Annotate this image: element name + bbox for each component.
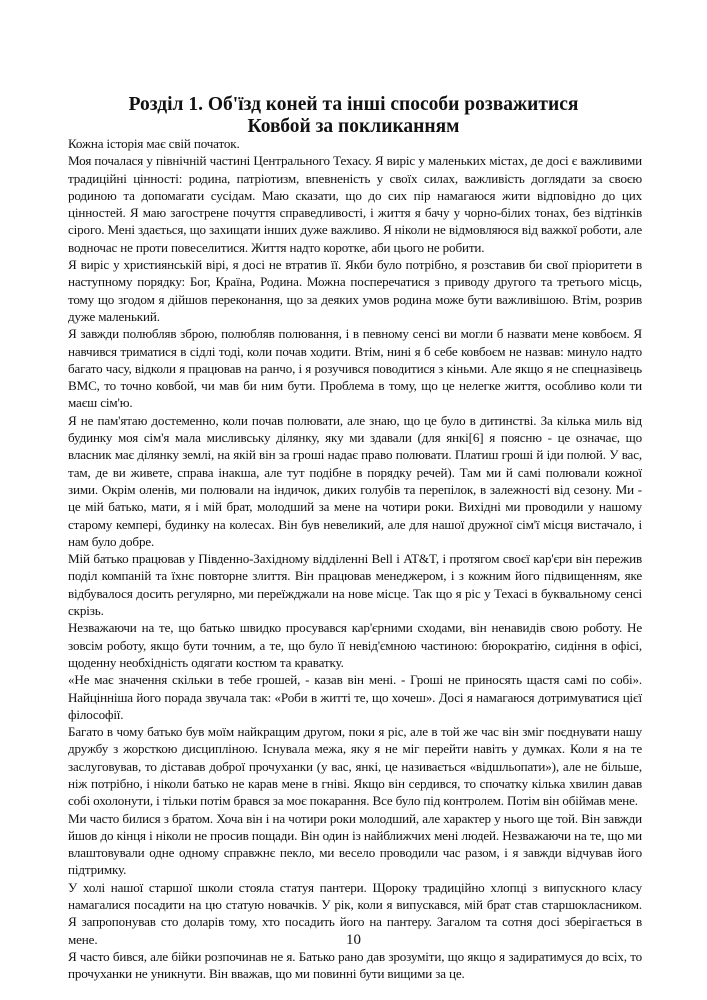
paragraph: Я часто бився, але бійки розпочинав не я. Батько рано дав зрозуміти, що якщо я задиратимуся до всіх, то прочуханки не уникнути. Він вважав, що ми повинні бути вищими за це. <box>68 948 642 982</box>
chapter-subtitle: Ковбой за покликанням <box>247 116 460 137</box>
paragraph: Я завжди полюбляв зброю, полюбляв полювання, і в певному сенсі ви могли б назвати мене ковбоєм. Я навчився триматися в сідлі тоді, коли почав ходити. Втім, нині я б себе ковбоєм не назвав: минуло надто багато часу, відколи я працював на ранчо, і я розучився поводитися з кіньми. Але якщо я не спецназівець ВМС, то точно ковбой, чи мав би ним бути. Проблема в тому, що це нелегке життя, особливо коли ти маєш сім'ю. <box>68 326 642 411</box>
paragraph: Я не пам'ятаю достеменно, коли почав полювати, але знаю, що це було в дитинстві. За кілька миль від будинку моя сім'я мала мисливську ділянку, яку ми здавали (для янкі[6] я поясню - це означає, що власник має ділянку землі, на якій він за гроші надає право полювати. Платиш гроші й іди полюй. У вас, там, де ви живете, справа інакша, але тут подібне в порядку речей). Там ми й самі полювали кожної зими. Окрім оленів, ми полювали на індичок, диких голубів та перепілок, в залежності від сезону. Ми - це мій батько, мати, я і мій брат, молодший за мене на чотири роки. Вихідні ми проводили у нашому старому кемпері, будинку на колесах. Він був невеликий, але для нашої дружної сім'ї місця вистачало, і нам було добре. <box>68 412 642 549</box>
chapter-title: Розділ 1. Об'їзд коней та інші способи розважитися <box>128 94 579 115</box>
paragraph: Кожна історія має свій початок. <box>68 136 240 151</box>
paragraph: «Не має значення скільки в тебе грошей, - казав він мені. - Гроші не приносять щастя самі по собі». Найцінніша його порада звучала так: «Роби в житті те, що хочеш». Досі я намагаюся дотримуватися цієї філософії. <box>68 672 642 722</box>
paragraph: Багато в чому батько був моїм найкращим другом, поки я ріс, але в той же час він зміг поєднувати нашу дружбу з жорсткою дисципліною. Існувала межа, яку я не міг перейти навіть у думках. Коли я на те заслуговував, то діставав доброї прочуханки (у вас, янкі, це називається «відшльопати»), але не більше, ніж потрібно, і ніколи батько не карав мене в гніві. Якщо він сердився, то спочатку кілька хвилин давав собі охолонути, і тільки потім брався за моє покарання. Все було під контролем. Потім він обіймав мене. <box>68 724 642 809</box>
paragraph: Я виріс у християнській вірі, я досі не втратив її. Якби було потрібно, я розставив би свої пріоритети в наступному порядку: Бог, Країна, Родина. Можна посперечатися з приводу другого та третього місць, тому що згодом я дійшов переконання, що за деяких умов родина може бути важливішою. Втім, розрив дуже маленький. <box>68 257 642 324</box>
paragraph: Мій батько працював у Південно-Західному відділенні Bell і AT&T, і протягом своєї кар'єри він пережив поділ компаній та їхнє повторне злиття. Він працював менеджером, і з кожним його підвищенням, яке відбувалося досить регулярно, ми переїжджали на нове місце. Так що я ріс у Техасі в буквальному сенсі скрізь. <box>68 551 642 619</box>
chapter-heading <box>60 94 647 138</box>
paragraph: Моя почалася у північній частині Центрального Техасу. Я виріс у маленьких містах, де досі є важливими традиційні цінності: родина, патріотизм, впевненість у своїх силах, важливість доглядати за своєю родиною та допомагати сусідам. Маю сказати, що до сих пір намагаюся жити відповідно до цих цінностей. Я маю загострене почуття справедливості, і життя я бачу у чорно-білих тонах, без відтінків сірого. Мені здається, що захищати інших дуже важливо. Я ніколи не відмовляюся від важкої роботи, але водночас не проти повеселитися. Життя надто коротке, аби цього не робити. <box>68 153 642 255</box>
body-text <box>68 135 642 983</box>
paragraph: Ми часто билися з братом. Хоча він і на чотири роки молодший, але характер у нього ще той. Він завжди йшов до кінця і ніколи не просив пощади. Він один із найближчих мені людей. Незважаючи на те, що ми влаштовували одне одному справжнє пекло, ми весело проводили час разом, і я завжди відчував його підтримку. <box>68 810 642 878</box>
page-number: 10 <box>346 932 361 948</box>
paragraph: Незважаючи на те, що батько швидко просувався кар'єрними сходами, він ненавидів свою роботу. Не зовсім роботу, якщо бути точним, а те, що було її невід'ємною частиною: бюрократію, сидіння в офісі, щоденну необхідність одягати костюм та краватку. <box>68 620 642 670</box>
paragraph: У холі нашої старшої школи стояла статуя пантери. Щороку традиційно хлопці з випускного класу намагалися посадити на цю статую новачків. У рік, коли я випускався, мій брат став старшокласником. Я запропонував сто доларів тому, хто посадить його на пантеру. Загалом та сотня досі зберігається в мене. <box>68 879 642 947</box>
